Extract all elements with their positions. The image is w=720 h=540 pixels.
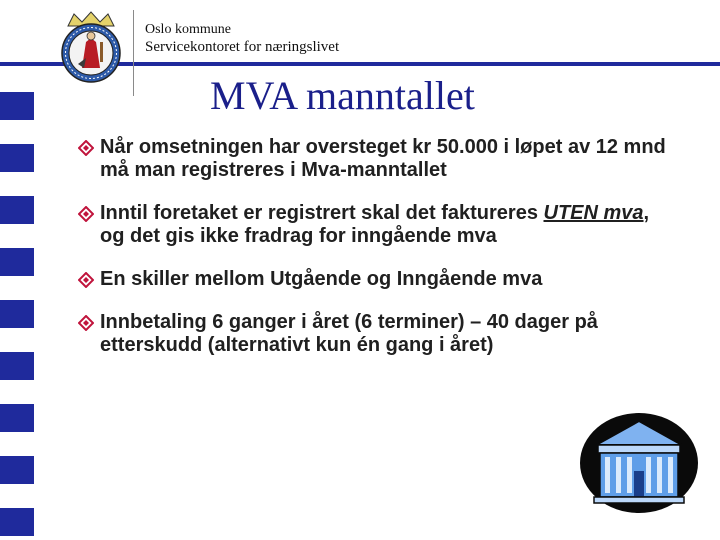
diamond-bullet-icon [78,140,94,156]
bullet-text: Når omsetningen har oversteget kr 50.000 i løpet av 12 mnd må man registreres i Mva-manntallet [100,136,666,181]
side-square [0,300,34,328]
bullet-text: , og det gis ikke fradrag for inngående mva [100,202,650,247]
bullet-text: Inntil foretaket er registrert skal det faktureres [100,202,544,224]
side-square [0,352,34,380]
bullet-item [78,311,678,357]
bullet-item [78,202,678,248]
slide-title: MVA manntallet [210,73,475,118]
diamond-bullet-icon [78,206,94,222]
bullet-text: Innbetaling 6 ganger i året (6 terminer) – 40 dager på etterskudd (alternativt kun én gang i året) [100,311,598,356]
side-square [0,404,34,432]
organization-name: Oslo kommune [145,22,231,37]
bullet-list [78,136,678,357]
side-square [0,92,34,120]
department-name: Servicekontoret for næringslivet [145,39,340,55]
side-square [0,196,34,224]
side-square [0,508,34,536]
bullet-item [78,136,678,182]
side-square [0,456,34,484]
bullet-text: En skiller mellom Utgående og Inngående mva [100,268,543,290]
diamond-bullet-icon [78,315,94,331]
side-square [0,248,34,276]
oslo-city-seal-icon [56,8,126,84]
header-divider [133,10,134,96]
side-square [0,144,34,172]
bullet-item [78,268,678,291]
government-building-icon [578,405,700,515]
bullet-emphasis: UTEN mva [543,202,644,224]
diamond-bullet-icon [78,272,94,288]
